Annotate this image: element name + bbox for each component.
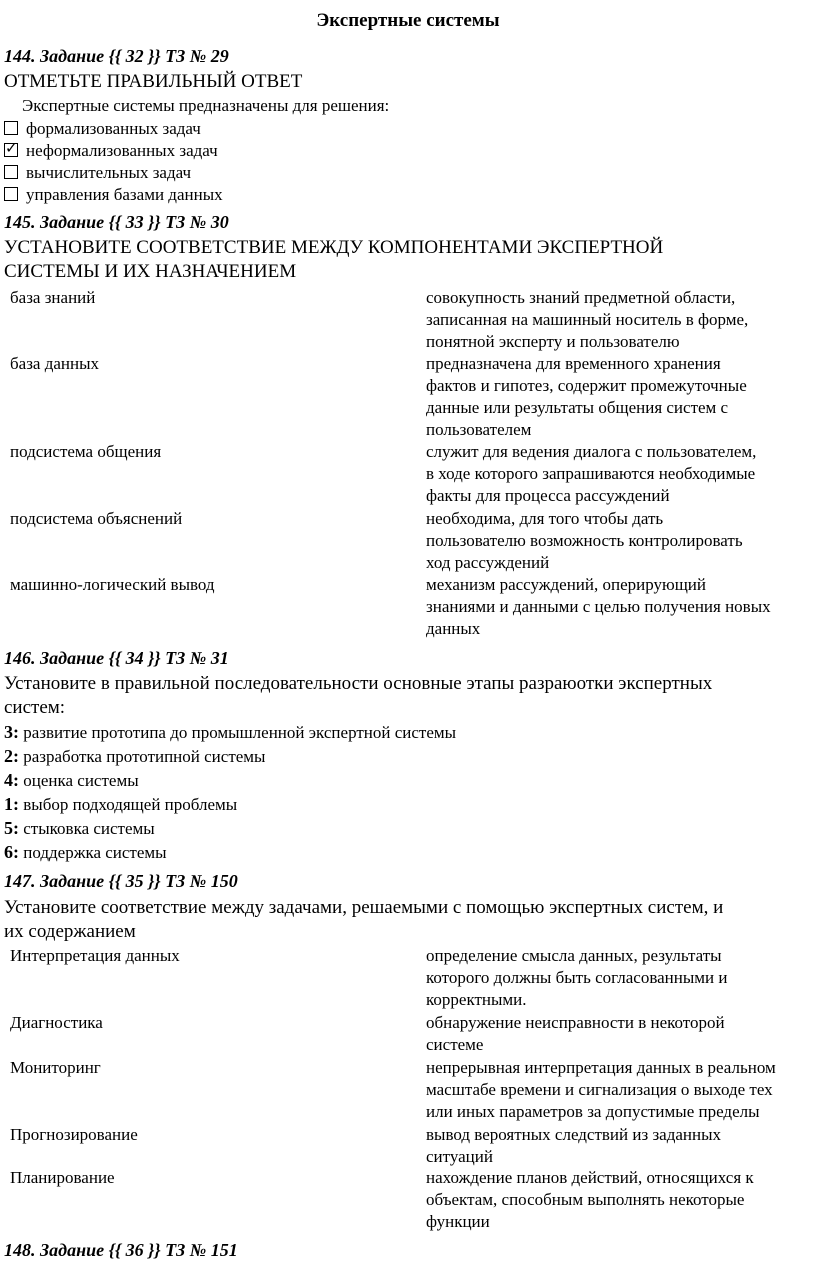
- task-145-header: 145. Задание {{ 33 }} ТЗ № 30: [4, 212, 229, 232]
- option-label: вычислительных задач: [26, 163, 192, 182]
- sequence-item: 2: разработка прототипной системы: [4, 746, 266, 766]
- match-term: Прогнозирование: [10, 1125, 138, 1144]
- option-label: управления базами данных: [26, 185, 223, 204]
- match-term: Мониторинг: [10, 1058, 101, 1077]
- task-147-instruction-line2: их содержанием: [4, 921, 136, 942]
- match-term: подсистема объяснений: [10, 509, 183, 528]
- match-desc: нахождение планов действий, относящихся к объектам, способным выполнять некоторые функции: [426, 1168, 754, 1231]
- sequence-item: 5: стыковка системы: [4, 818, 155, 838]
- task-144-header: 144. Задание {{ 32 }} ТЗ № 29: [4, 46, 229, 66]
- checkbox-icon[interactable]: [4, 187, 18, 201]
- task-148-header: 148. Задание {{ 36 }} ТЗ № 151: [4, 1240, 238, 1260]
- task-144-prompt: Экспертные системы предназначены для решения:: [22, 96, 390, 115]
- task-145-instruction-line1: УСТАНОВИТЕ СООТВЕТСТВИЕ МЕЖДУ КОМПОНЕНТАМИ ЭКСПЕРТНОЙ: [4, 237, 664, 258]
- checked-checkbox-icon[interactable]: [4, 143, 18, 157]
- match-desc: совокупность знаний предметной области, записанная на машинный носитель в форме, понятной эксперту и пользователю: [426, 288, 749, 351]
- checkbox-icon[interactable]: [4, 165, 18, 179]
- option-4[interactable]: [4, 185, 223, 205]
- task-147-instruction-line1: Установите соответствие между задачами, решаемыми с помощью экспертных систем, и: [4, 897, 724, 918]
- match-desc: служит для ведения диалога с пользователем, в ходе которого запрашиваются необходимые факты для процесса рассуждений: [426, 442, 757, 505]
- match-desc: обнаружение неисправности в некоторой системе: [426, 1013, 725, 1054]
- task-146-instruction-line1: Установите в правильной последовательности основные этапы разраюотки экспертных: [4, 673, 713, 694]
- option-label: неформализованных задач: [26, 141, 218, 160]
- sequence-item: 6: поддержка системы: [4, 842, 167, 862]
- match-desc: вывод вероятных следствий из заданных ситуаций: [426, 1125, 722, 1166]
- match-desc: механизм рассуждений, оперирующий знаниями и данными с целью получения новых данных: [426, 575, 771, 638]
- match-desc: определение смысла данных, результаты которого должны быть согласованными и корректными.: [426, 946, 728, 1009]
- sequence-item: 1: выбор подходящей проблемы: [4, 794, 238, 814]
- match-term: машинно-логический вывод: [10, 575, 215, 594]
- option-1[interactable]: [4, 119, 201, 139]
- match-desc: непрерывная интерпретация данных в реальном масштабе времени и сигнализация о выходе тех или иных параметров за допустимые пределы: [426, 1058, 776, 1121]
- checkbox-icon[interactable]: [4, 121, 18, 135]
- sequence-item: 3: развитие прототипа до промышленной экспертной системы: [4, 722, 457, 742]
- match-term: подсистема общения: [10, 442, 162, 461]
- match-desc: предназначена для временного хранения фактов и гипотез, содержит промежуточные данные или результаты общения систем с пользователем: [426, 354, 747, 439]
- match-term: база данных: [10, 354, 100, 373]
- option-3[interactable]: [4, 163, 191, 183]
- match-desc: необходима, для того чтобы дать пользователю возможность контролировать ход рассуждений: [426, 509, 743, 572]
- match-term: Диагностика: [10, 1013, 103, 1032]
- task-146-instruction-line2: систем:: [4, 697, 66, 718]
- task-145-instruction-line2: СИСТЕМЫ И ИХ НАЗНАЧЕНИЕМ: [4, 261, 297, 282]
- page-title: Экспертные системы: [316, 10, 500, 31]
- sequence-item: 4: оценка системы: [4, 770, 139, 790]
- task-144-instruction: ОТМЕТЬТЕ ПРАВИЛЬНЫЙ ОТВЕТ: [4, 71, 303, 92]
- match-term: Планирование: [10, 1168, 115, 1187]
- match-term: база знаний: [10, 288, 96, 307]
- option-2[interactable]: [4, 141, 218, 161]
- task-147-header: 147. Задание {{ 35 }} ТЗ № 150: [4, 871, 238, 891]
- option-label: формализованных задач: [26, 119, 201, 138]
- match-term: Интерпретация данных: [10, 946, 180, 965]
- task-146-header: 146. Задание {{ 34 }} ТЗ № 31: [4, 648, 229, 668]
